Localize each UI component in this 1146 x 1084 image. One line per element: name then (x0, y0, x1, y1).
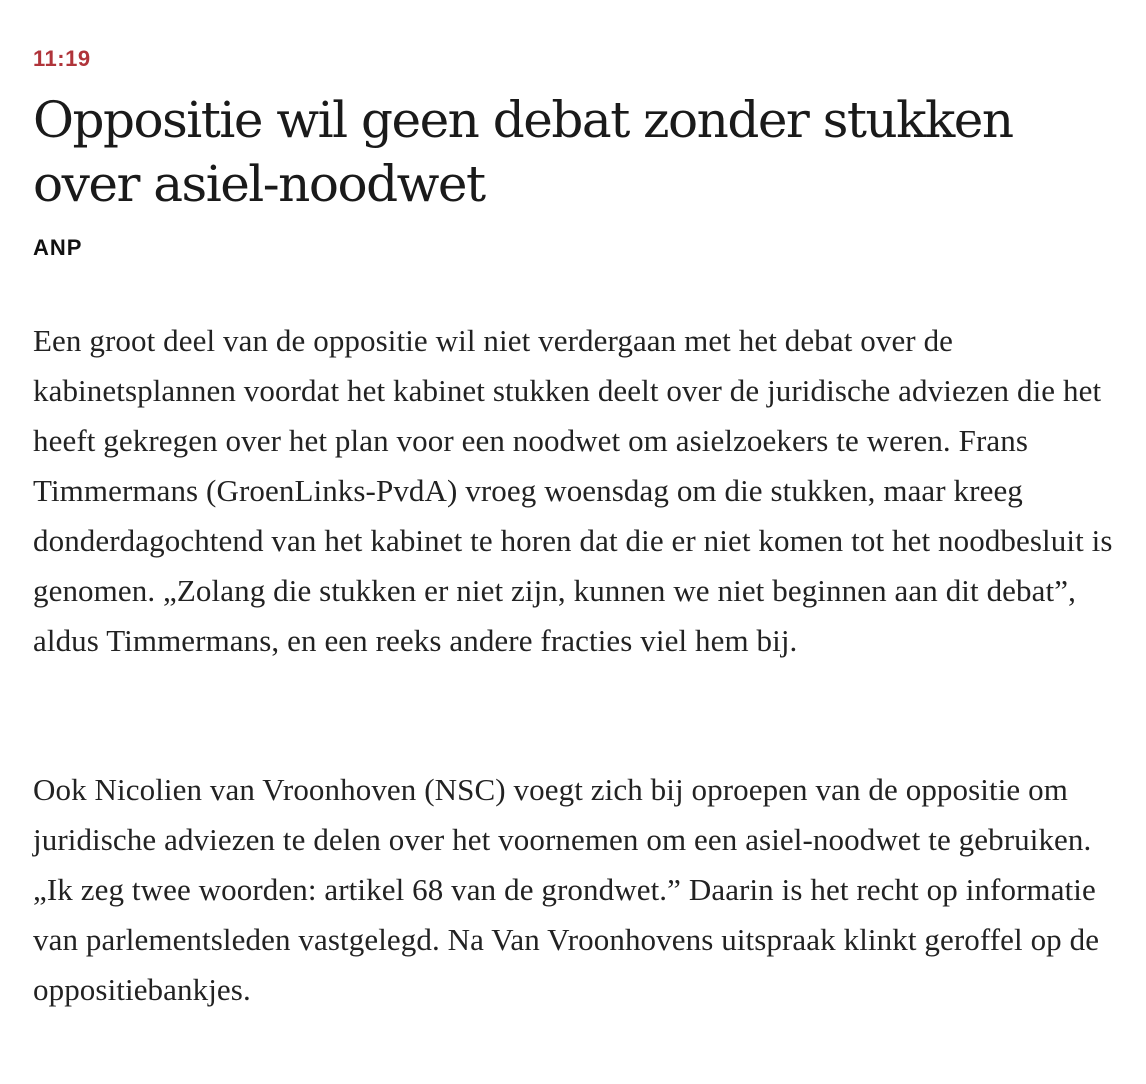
entry-paragraph: Een groot deel van de oppositie wil niet verdergaan met het debat over de kabinetsplannen voordat het kabinet stukken deelt over de juridische adviezen die het heeft gekregen over het plan voor een noodwet om asielzoekers te weren. Frans Timmermans (GroenLinks-PvdA) vroeg woensdag om die stukken, maar kreeg donderdagochtend van het kabinet te horen dat die er niet komen tot het noodbesluit is genomen. „Zolang die stukken er niet zijn, kunnen we niet beginnen aan dit debat”, aldus Timmermans, en een reeks andere fracties viel hem bij. (33, 323, 1113, 658)
entry-headline: Oppositie wil geen debat zonder stukken over asiel-noodwet (33, 91, 1013, 213)
entry-author: ANP (33, 235, 83, 260)
entry-paragraph: Ook Nicolien van Vroonhoven (NSC) voegt zich bij oproepen van de oppositie om juridische adviezen te delen over het voornemen om een asiel-noodwet te gebruiken. „Ik zeg twee woorden: artikel 68 van de grondwet.” Daarin is het recht op informatie van parlementsleden vastgelegd. Na Van Vroonhovens uitspraak klinkt geroffel op de oppositiebankjes. (33, 772, 1100, 1007)
entry-timestamp: 11:19 (33, 46, 91, 71)
